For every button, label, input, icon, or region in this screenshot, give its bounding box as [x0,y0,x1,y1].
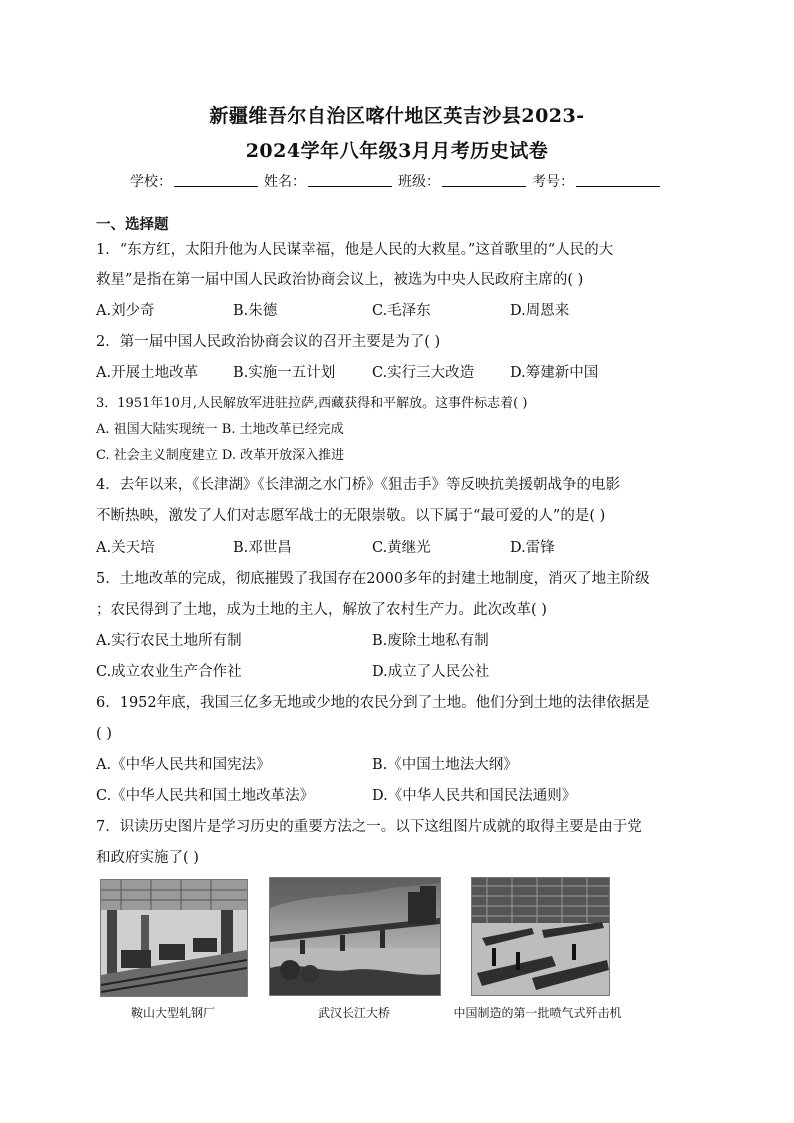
number-label: 考号： [532,174,574,190]
caption-steel-mill: 鞍山大型轧钢厂 [130,1006,215,1020]
q4-text-line1: 4．去年以来，《长津湖》《长津湖之水门桥》《狙击手》等反映抗美援朝战争的电影 [96,477,620,493]
section-heading: 一、选择题 [96,216,169,233]
q2-option-b[interactable]: B.实施一五计划 [233,365,336,381]
q5-text-line1: 5．土地改革的完成，彻底摧毁了我国存在2000多年的封建土地制度，消灭了地主阶级 [96,571,650,587]
q5-option-a[interactable]: A.实行农民土地所有制 [96,633,242,649]
q6-option-b[interactable]: B.《中国土地法大纲》 [372,757,518,773]
q7-text-line1: 7．识读历史图片是学习历史的重要方法之一。以下这组图片成就的取得主要是由于党 [96,819,642,835]
q1-text-line1: 1．“东方红，太阳升他为人民谋幸福，他是人民的大救星。”这首歌里的“人民的大 [96,242,614,258]
q1-text-line2: 救星”是指在第一届中国人民政治协商会议上，被选为中央人民政府主席的( ) [96,272,584,288]
wuhan-bridge-photo [269,877,441,996]
exam-title-line1: 新疆维吾尔自治区喀什地区英吉沙县2023- [209,105,585,127]
q3-options-cd[interactable]: C. 社会主义制度建立 D. 改革开放深入推进 [96,448,345,463]
number-blank[interactable] [576,171,660,187]
name-label: 姓名： [264,174,306,190]
q5-option-d[interactable]: D.成立了人民公社 [372,664,490,680]
caption-jet-fighter: 中国制造的第一批喷气式歼击机 [453,1006,622,1020]
q5-option-b[interactable]: B.废除土地私有制 [372,633,489,649]
q4-option-d[interactable]: D.雷锋 [510,540,555,556]
q2-option-c[interactable]: C.实行三大改造 [372,365,475,381]
student-info-row [0,171,794,191]
q1-option-b[interactable]: B.朱德 [233,303,278,319]
q1-option-a[interactable]: A.刘少奇 [96,303,155,319]
q7-text-line2: 和政府实施了( ) [96,850,199,866]
school-label: 学校： [130,174,172,190]
q1-option-c[interactable]: C.毛泽东 [372,303,431,319]
steel-mill-photo [100,879,248,997]
q5-option-c[interactable]: C.成立农业生产合作社 [96,664,242,680]
q2-option-a[interactable]: A.开展土地改革 [96,365,199,381]
q4-option-a[interactable]: A.关天培 [96,540,155,556]
q6-option-d[interactable]: D.《中华人民共和国民法通则》 [372,788,577,804]
class-label: 班级： [398,174,440,190]
q1-option-d[interactable]: D.周恩来 [510,303,570,319]
q6-text-line2: ( ) [96,726,112,742]
q6-option-c[interactable]: C.《中华人民共和国土地改革法》 [96,788,315,804]
q3-options-ab[interactable]: A. 祖国大陆实现统一 B. 土地改革已经完成 [96,422,344,437]
q4-option-b[interactable]: B.邓世昌 [233,540,292,556]
q2-text-line1: 2．第一届中国人民政治协商会议的召开主要是为了( ) [96,334,441,350]
school-blank[interactable] [174,171,258,187]
q2-option-d[interactable]: D.筹建新中国 [510,365,599,381]
q4-option-c[interactable]: C.黄继光 [372,540,431,556]
q5-text-line2: ；农民得到了土地，成为土地的主人，解放了农村生产力。此次改革( ) [96,602,547,618]
exam-title-line2: 2024学年八年级3月月考历史试卷 [245,140,549,162]
caption-wuhan-bridge: 武汉长江大桥 [317,1006,390,1020]
q6-option-a[interactable]: A.《中华人民共和国宪法》 [96,757,271,773]
class-blank[interactable] [442,171,526,187]
q4-text-line2: 不断热映，激发了人们对志愿军战士的无限崇敬。以下属于“最可爱的人”的是( ) [96,508,606,524]
jet-fighter-photo [471,877,610,996]
q6-text-line1: 6．1952年底，我国三亿多无地或少地的农民分到了土地。他们分到土地的法律依据是 [96,695,650,711]
q3-text-line1: 3．1951年10月,人民解放军进驻拉萨,西藏获得和平解放。这事件标志着( ) [96,396,528,411]
name-blank[interactable] [308,171,392,187]
